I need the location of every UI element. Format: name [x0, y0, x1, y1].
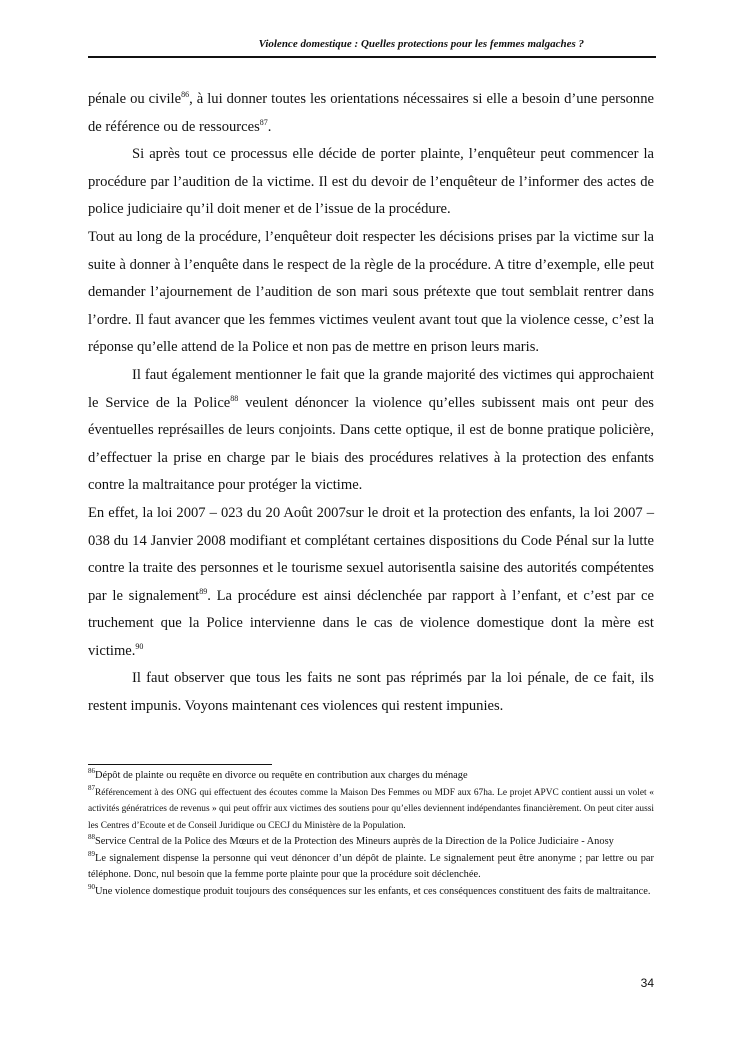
p4-text-a: Il faut également mentionner le fait que la grande majorité des victimes qui approchaient le Service de la Police — [88, 366, 654, 411]
footnote-ref-87[interactable]: 87 — [259, 117, 268, 127]
footnote-num: 87 — [88, 783, 95, 792]
p4-text-b: veulent dénoncer la violence qu’elles subissent mais ont peur des éventuelles représailles de leurs conjoints. Dans cette optique, il est de bonne pratique policière, d’effectuer la prise en charge par le biais des procédures relatives à la protection des enfants contre la maltraitance pour protéger la victime. — [88, 394, 654, 494]
footnote-text: Service Central de la Police des Mœurs et de la Protection des Mineurs auprès de la Direction de la Police Judiciaire - Anosy — [95, 836, 614, 847]
page-number: 34 — [640, 976, 654, 990]
footnote-num: 88 — [88, 833, 95, 841]
footnote-num: 89 — [88, 849, 95, 858]
p5-text-a: En effet, la loi 2007 – 023 du 20 Août 2007sur le droit et la protection des enfants, la loi 2007 – 038 du 14 Janvier 2008 modifiant et complétant certaines dispositions du Code Pénal sur la lutte contre la traite des personnes et le tourisme sexuel autorisentla saisine des autorités compétentes par le signalement — [88, 504, 654, 604]
footnote-separator — [88, 764, 272, 765]
footnote-text: Le signalement dispense la personne qui veut dénoncer d’un dépôt de plainte. Le signalement peut être anonyme ; par lettre ou par téléphone. Donc, nul besoin que la femme porte plainte pour que la procédure soit déclenchée. — [88, 852, 654, 880]
p5-text-b: . La procédure est ainsi déclenchée par rapport à l’enfant, et c’est par ce truchement que la Police intervienne dans le cas de violence domestique dont la mère est victime. — [88, 587, 655, 659]
footnote-num: 90 — [88, 882, 95, 891]
paragraph-6: Il faut observer que tous les faits ne sont pas réprimés par la loi pénale, de ce fait, ils restent impunis. Voyons maintenant ces violences qui restent impunies. — [88, 670, 654, 715]
footnote-89 — [88, 851, 654, 884]
header-rule — [88, 56, 656, 58]
footnote-ref-86[interactable]: 86 — [181, 90, 190, 99]
paragraph-4 — [88, 362, 654, 500]
p1-text-a: pénale ou civile — [88, 91, 182, 107]
footnotes — [88, 768, 654, 900]
paragraph-5 — [88, 500, 654, 666]
footnote-88 — [88, 834, 654, 851]
paragraph-2: Si après tout ce processus elle décide de porter plainte, l’enquêteur peut commencer la procédure par l’audition de la victime. Il est du devoir de l’enquêteur de l’informer des actes de police judiciaire qu’il doit mener et de l’issue de la procédure. — [88, 146, 654, 218]
footnote-num: 86 — [88, 767, 95, 775]
footnote-87 — [88, 785, 654, 835]
footnote-text: Référencement à des ONG qui effectuent des écoutes comme la Maison Des Femmes ou MDF aux 67ha. Le projet APVC contient aussi un volet « activités génératrices de revenus » qui peut offrir aux victimes des soutiens pour qu’elles deviennent indépendantes financièrement. On peut citer aussi les Centres d’Ecoute et de Conseil Juridique ou CECJ du Ministère de la Population. — [88, 787, 654, 831]
footnote-ref-90[interactable]: 90 — [135, 641, 144, 651]
paragraph-1 — [88, 86, 654, 141]
footnote-ref-89[interactable]: 89 — [199, 586, 208, 596]
running-header: Violence domestique : Quelles protections pour les femmes malgaches ? — [258, 38, 584, 50]
body-text — [88, 86, 654, 721]
footnote-86 — [88, 768, 654, 785]
footnote-ref-88[interactable]: 88 — [230, 393, 239, 403]
paragraph-3: Tout au long de la procédure, l’enquêteur doit respecter les décisions prises par la victime sur la suite à donner à l’enquête dans le respect de la règle de la procédure. A titre d’exemple, elle peut demander l’ajournement de l’audition de son mari sous prétexte que tout semblait rentrer dans l’ordre. Il faut avancer que les femmes victimes veulent avant tout que la violence cesse, c’est la réponse qu’elle attend de la Police et non pas de mettre en prison leurs maris. — [88, 228, 654, 356]
p1-text-c: . — [267, 118, 272, 135]
footnote-text: Dépôt de plainte ou requête en divorce ou requête en contribution aux charges du ménage — [95, 770, 468, 781]
footnote-90 — [88, 884, 654, 901]
p1-text-b: , à lui donner toutes les orientations nécessaires si elle a besoin d’une personne de référence ou de ressources — [88, 91, 654, 135]
footnote-text: Une violence domestique produit toujours des conséquences sur les enfants, et ces conséquences constituent des faits de maltraitance. — [95, 885, 651, 897]
